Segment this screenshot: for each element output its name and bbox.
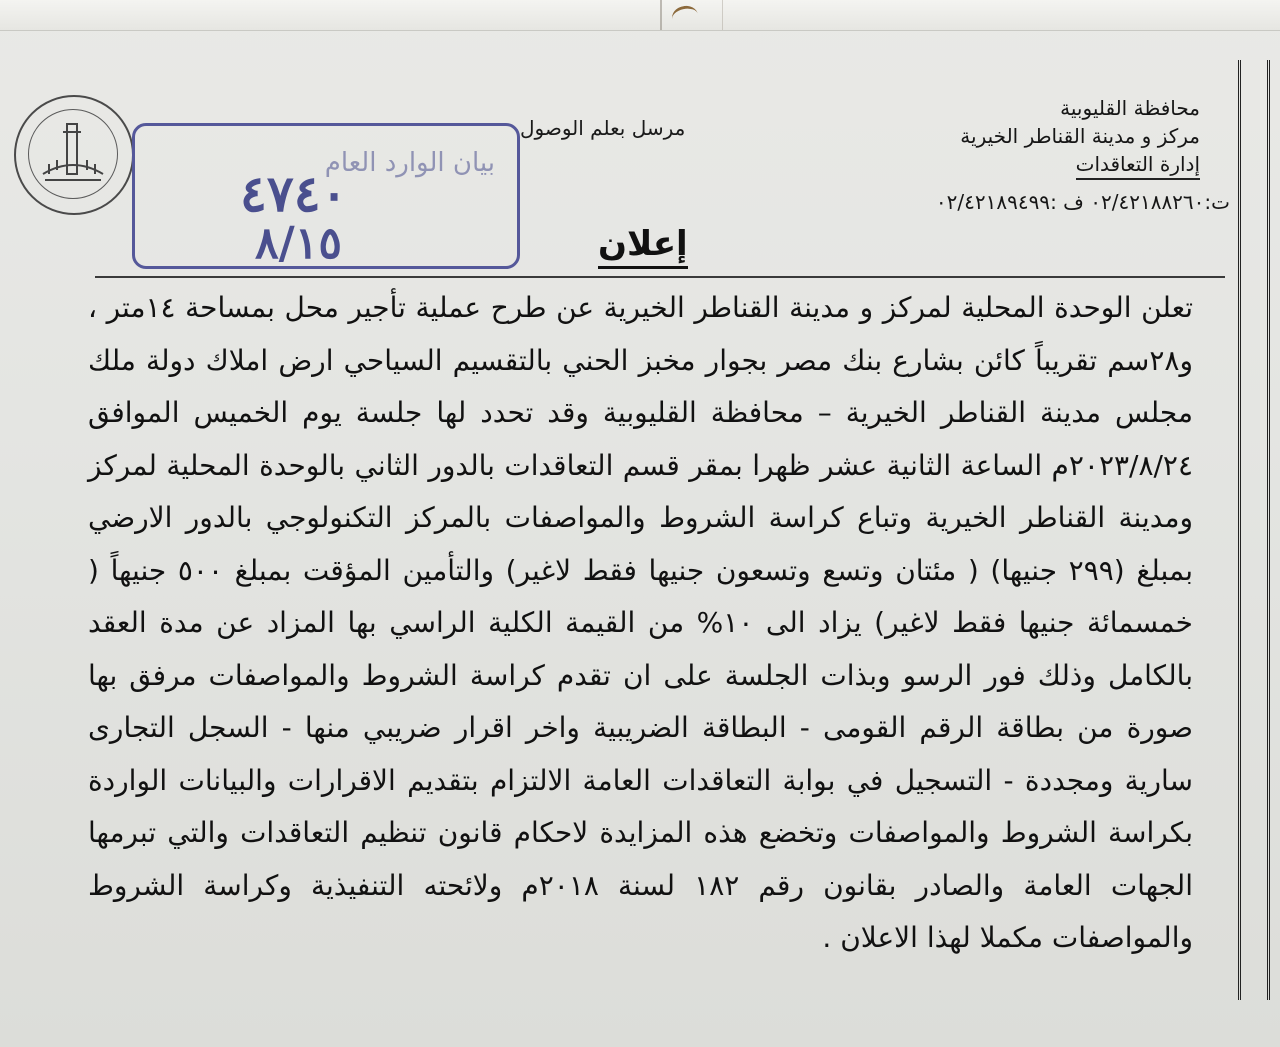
seal-inner-ring — [28, 109, 118, 199]
governorate-seal — [14, 95, 134, 215]
letterhead — [780, 94, 1200, 180]
incoming-mail-stamp — [132, 123, 520, 269]
receipt-note: مرسل بعلم الوصول — [520, 116, 686, 140]
seal-emblem-icon — [29, 110, 117, 198]
stamp-number: ٤٧٤٠ — [240, 164, 348, 223]
header-divider — [95, 276, 1225, 278]
announcement-title: إعلان — [598, 224, 688, 269]
stamp-label: بيان الوارد العام — [324, 148, 495, 178]
announcement-body: تعلن الوحدة المحلية لمركز و مدينة القناطر الخيرية عن طرح عملية تأجير محل بمساحة ١٤متر ، و٢٨سم تقريباً كائن بشارع بنك مصر بجوار مخبز الحني بالتقسيم السياحي ارض املاك دولة ملك مجلس مدينة القناطر الخيرية – محافظة القليوبية وقد تحدد لها جلسة يوم الخميس الموافق ٢٠٢٣/٨/٢٤م الساعة الثانية عشر ظهرا بمقر قسم التعاقدات بالدور الثاني بالوحدة المحلية لمركز ومدينة القناطر الخيرية وتباع كراسة الشروط والمواصفات بالمركز التكنولوجي بالدور الارضي بمبلغ (٢٩٩ جنيها) ( مئتان وتسع وتسعون جنيها فقط لاغير) والتأمين المؤقت بمبلغ ٥٠٠ جنيهاً ( خمسمائة جنيها فقط لاغير) يزاد الى ١٠% من القيمة الكلية الراسي بها المزاد عن مدة العقد بالكامل وذلك فور الرسو وبذات الجلسة على ان تقدم كراسة الشروط والمواصفات مرفق بها صورة من بطاقة الرقم القومى - البطاقة الضريبية واخر اقرار ضريبي منها - السجل التجارى سارية ومجددة - التسجيل في بوابة التعاقدات العامة الالتزام بتقديم الاقرارات والبيانات الواردة بكراسة الشروط والمواصفات وتخضع هذه المزايدة لاحكام قانون تنظيم التعاقدات والتي تبرمها الجهات العامة والصادر بقانون رقم ١٨٢ لسنة ٢٠١٨م ولائحته التنفيذية وكراسة الشروط والمواصفات مكملا لهذا الاعلان . — [88, 291, 1193, 954]
stamp-date: ٨/١٥ — [255, 218, 342, 269]
decorative-border — [1238, 60, 1270, 1000]
contact-numbers: ت:٠٢/٤٢١٨٨٢٦٠ ف :٠٢/٤٢١٨٩٤٩٩ — [935, 190, 1230, 214]
paper-top-strip — [0, 0, 1280, 31]
city-council-name: مركز و مدينة القناطر الخيرية — [960, 124, 1200, 148]
department-name: إدارة التعاقدات — [1076, 150, 1200, 180]
governorate-name: محافظة القليوبية — [1060, 96, 1200, 120]
